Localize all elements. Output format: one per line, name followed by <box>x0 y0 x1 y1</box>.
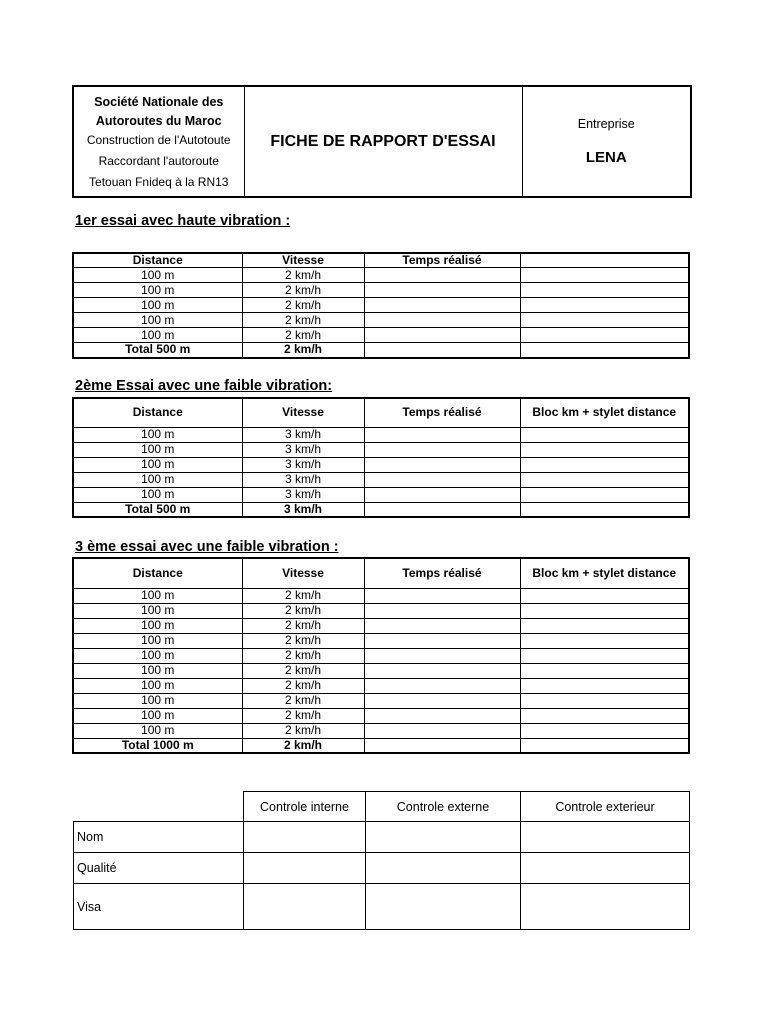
org-name-line1: Société Nationale des <box>94 94 224 109</box>
table-cell: 2 km/h <box>242 283 364 298</box>
entry-cell[interactable] <box>520 313 689 328</box>
test2-table <box>72 397 690 518</box>
test2-title: 2ème Essai avec une faible vibration: <box>75 378 333 394</box>
entry-cell[interactable] <box>520 678 689 693</box>
test1-table <box>72 252 690 359</box>
control-cell[interactable] <box>244 884 366 930</box>
table-cell: 2 km/h <box>242 588 364 603</box>
table-cell: 3 km/h <box>242 487 364 502</box>
column-header: Temps réalisé <box>364 253 520 268</box>
entry-cell[interactable] <box>520 457 689 472</box>
table-cell: 100 m <box>73 603 242 618</box>
report-header <box>72 85 692 198</box>
total-row <box>73 502 689 517</box>
column-header: Distance <box>73 558 242 588</box>
table-cell: 2 km/h <box>242 328 364 343</box>
table-row <box>73 427 689 442</box>
table-row <box>73 723 689 738</box>
column-header: Distance <box>73 398 242 427</box>
total-cell: Total 500 m <box>73 502 242 517</box>
table-row <box>73 442 689 457</box>
column-header: Vitesse <box>242 398 364 427</box>
entry-cell[interactable] <box>520 618 689 633</box>
test3-title: 3 ème essai avec une faible vibration : <box>75 539 339 555</box>
control-cell[interactable] <box>521 884 690 930</box>
table-row <box>73 618 689 633</box>
table-cell: 2 km/h <box>242 313 364 328</box>
table-cell: 100 m <box>73 283 242 298</box>
control-cell[interactable] <box>521 853 690 884</box>
entry-cell[interactable] <box>364 472 520 487</box>
table-row <box>73 648 689 663</box>
column-header: Vitesse <box>242 558 364 588</box>
entry-cell[interactable] <box>364 487 520 502</box>
table-cell: 100 m <box>73 298 242 313</box>
table-row <box>73 603 689 618</box>
table-row <box>73 588 689 603</box>
table-cell: 100 m <box>73 268 242 283</box>
entry-cell[interactable] <box>364 663 520 678</box>
entry-cell[interactable] <box>520 298 689 313</box>
entry-cell[interactable] <box>364 268 520 283</box>
column-header: Vitesse <box>242 253 364 268</box>
table-cell: 100 m <box>73 693 242 708</box>
table-cell: 2 km/h <box>242 678 364 693</box>
control-cell[interactable] <box>366 853 521 884</box>
entry-cell[interactable] <box>364 723 520 738</box>
total-row <box>73 343 689 358</box>
table-cell: 100 m <box>73 427 242 442</box>
entry-cell[interactable] <box>520 427 689 442</box>
table-cell: 2 km/h <box>242 268 364 283</box>
entry-cell[interactable] <box>364 328 520 343</box>
table-cell: 100 m <box>73 618 242 633</box>
table-cell: 3 km/h <box>242 427 364 442</box>
entry-cell[interactable] <box>364 693 520 708</box>
entry-cell[interactable] <box>364 457 520 472</box>
control-row-label-visa: Visa <box>74 884 244 930</box>
control-cell[interactable] <box>244 822 366 853</box>
entry-cell[interactable] <box>520 472 689 487</box>
table-cell: 100 m <box>73 588 242 603</box>
entry-cell[interactable] <box>520 723 689 738</box>
report-title: FICHE DE RAPPORT D'ESSAI <box>244 86 522 197</box>
table-cell: 100 m <box>73 708 242 723</box>
table-row <box>73 663 689 678</box>
entry-cell[interactable] <box>520 738 689 753</box>
control-header-internal: Controle interne <box>244 792 366 822</box>
table-row <box>73 313 689 328</box>
org-name-line2: Autoroutes du Maroc <box>95 113 222 128</box>
project-line3: Tetouan Fnideq à la RN13 <box>89 174 229 189</box>
entry-cell[interactable] <box>520 588 689 603</box>
control-cell[interactable] <box>244 853 366 884</box>
table-row <box>73 472 689 487</box>
entry-cell[interactable] <box>520 268 689 283</box>
entry-cell[interactable] <box>364 298 520 313</box>
company-block <box>522 86 691 197</box>
total-row <box>73 738 689 753</box>
table-row <box>73 283 689 298</box>
project-line2: Raccordant l'autoroute <box>98 153 219 168</box>
entry-cell[interactable] <box>520 487 689 502</box>
entry-cell[interactable] <box>364 283 520 298</box>
entry-cell[interactable] <box>364 738 520 753</box>
table-cell: 100 m <box>73 442 242 457</box>
table-cell: 3 km/h <box>242 457 364 472</box>
control-cell[interactable] <box>366 822 521 853</box>
control-row-label-qualite: Qualité <box>74 853 244 884</box>
column-header: Distance <box>73 253 242 268</box>
entry-cell[interactable] <box>520 442 689 457</box>
entry-cell[interactable] <box>364 442 520 457</box>
entry-cell[interactable] <box>520 693 689 708</box>
table-row <box>73 268 689 283</box>
control-row-label-nom: Nom <box>74 822 244 853</box>
table-cell: 2 km/h <box>242 633 364 648</box>
table-cell: 100 m <box>73 633 242 648</box>
control-cell[interactable] <box>366 884 521 930</box>
entry-cell[interactable] <box>364 603 520 618</box>
table-cell: 100 m <box>73 663 242 678</box>
entry-cell[interactable] <box>364 678 520 693</box>
column-header: Temps réalisé <box>364 558 520 588</box>
entry-cell[interactable] <box>520 648 689 663</box>
table-cell: 2 km/h <box>242 723 364 738</box>
table-cell: 100 m <box>73 487 242 502</box>
entry-cell[interactable] <box>364 313 520 328</box>
table-row <box>73 708 689 723</box>
entry-cell[interactable] <box>364 343 520 358</box>
entry-cell[interactable] <box>520 663 689 678</box>
total-cell: 2 km/h <box>242 738 364 753</box>
table-cell: 2 km/h <box>242 618 364 633</box>
table-row <box>73 693 689 708</box>
entry-cell[interactable] <box>364 648 520 663</box>
entry-cell[interactable] <box>364 588 520 603</box>
total-cell: 2 km/h <box>242 343 364 358</box>
table-row <box>73 633 689 648</box>
test3-table <box>72 557 690 754</box>
table-row <box>73 678 689 693</box>
control-table <box>73 791 690 930</box>
table-cell: 2 km/h <box>242 648 364 663</box>
table-row <box>73 298 689 313</box>
table-cell: 100 m <box>73 723 242 738</box>
entry-cell[interactable] <box>364 633 520 648</box>
column-header <box>520 253 689 268</box>
table-cell: 100 m <box>73 457 242 472</box>
company-name: LENA <box>585 149 627 166</box>
organization-block <box>73 86 244 197</box>
table-cell: 100 m <box>73 313 242 328</box>
total-cell: Total 1000 m <box>73 738 242 753</box>
table-row <box>73 487 689 502</box>
table-cell: 2 km/h <box>242 663 364 678</box>
entry-cell[interactable] <box>520 502 689 517</box>
column-header: Bloc km + stylet distance <box>520 558 689 588</box>
control-cell[interactable] <box>521 822 690 853</box>
entry-cell[interactable] <box>520 603 689 618</box>
entry-cell[interactable] <box>520 708 689 723</box>
table-row <box>73 457 689 472</box>
total-cell: Total 500 m <box>73 343 242 358</box>
column-header: Bloc km + stylet distance <box>520 398 689 427</box>
table-cell: 100 m <box>73 678 242 693</box>
entry-cell[interactable] <box>364 502 520 517</box>
table-cell: 100 m <box>73 472 242 487</box>
entry-cell[interactable] <box>364 427 520 442</box>
control-header-exterior: Controle exterieur <box>521 792 690 822</box>
entry-cell[interactable] <box>520 343 689 358</box>
table-cell: 100 m <box>73 648 242 663</box>
entry-cell[interactable] <box>364 618 520 633</box>
table-cell: 3 km/h <box>242 442 364 457</box>
entry-cell[interactable] <box>520 633 689 648</box>
company-label: Entreprise <box>577 117 635 131</box>
project-line1: Construction de l'Autotoute <box>86 132 231 147</box>
table-cell: 100 m <box>73 328 242 343</box>
test1-title: 1er essai avec haute vibration : <box>75 213 291 229</box>
table-cell: 2 km/h <box>242 603 364 618</box>
table-cell: 2 km/h <box>242 708 364 723</box>
column-header: Temps réalisé <box>364 398 520 427</box>
table-cell: 2 km/h <box>242 298 364 313</box>
control-header-external: Controle externe <box>366 792 521 822</box>
table-cell: 3 km/h <box>242 472 364 487</box>
table-row <box>73 328 689 343</box>
entry-cell[interactable] <box>520 328 689 343</box>
entry-cell[interactable] <box>364 708 520 723</box>
total-cell: 3 km/h <box>242 502 364 517</box>
entry-cell[interactable] <box>520 283 689 298</box>
table-cell: 2 km/h <box>242 693 364 708</box>
